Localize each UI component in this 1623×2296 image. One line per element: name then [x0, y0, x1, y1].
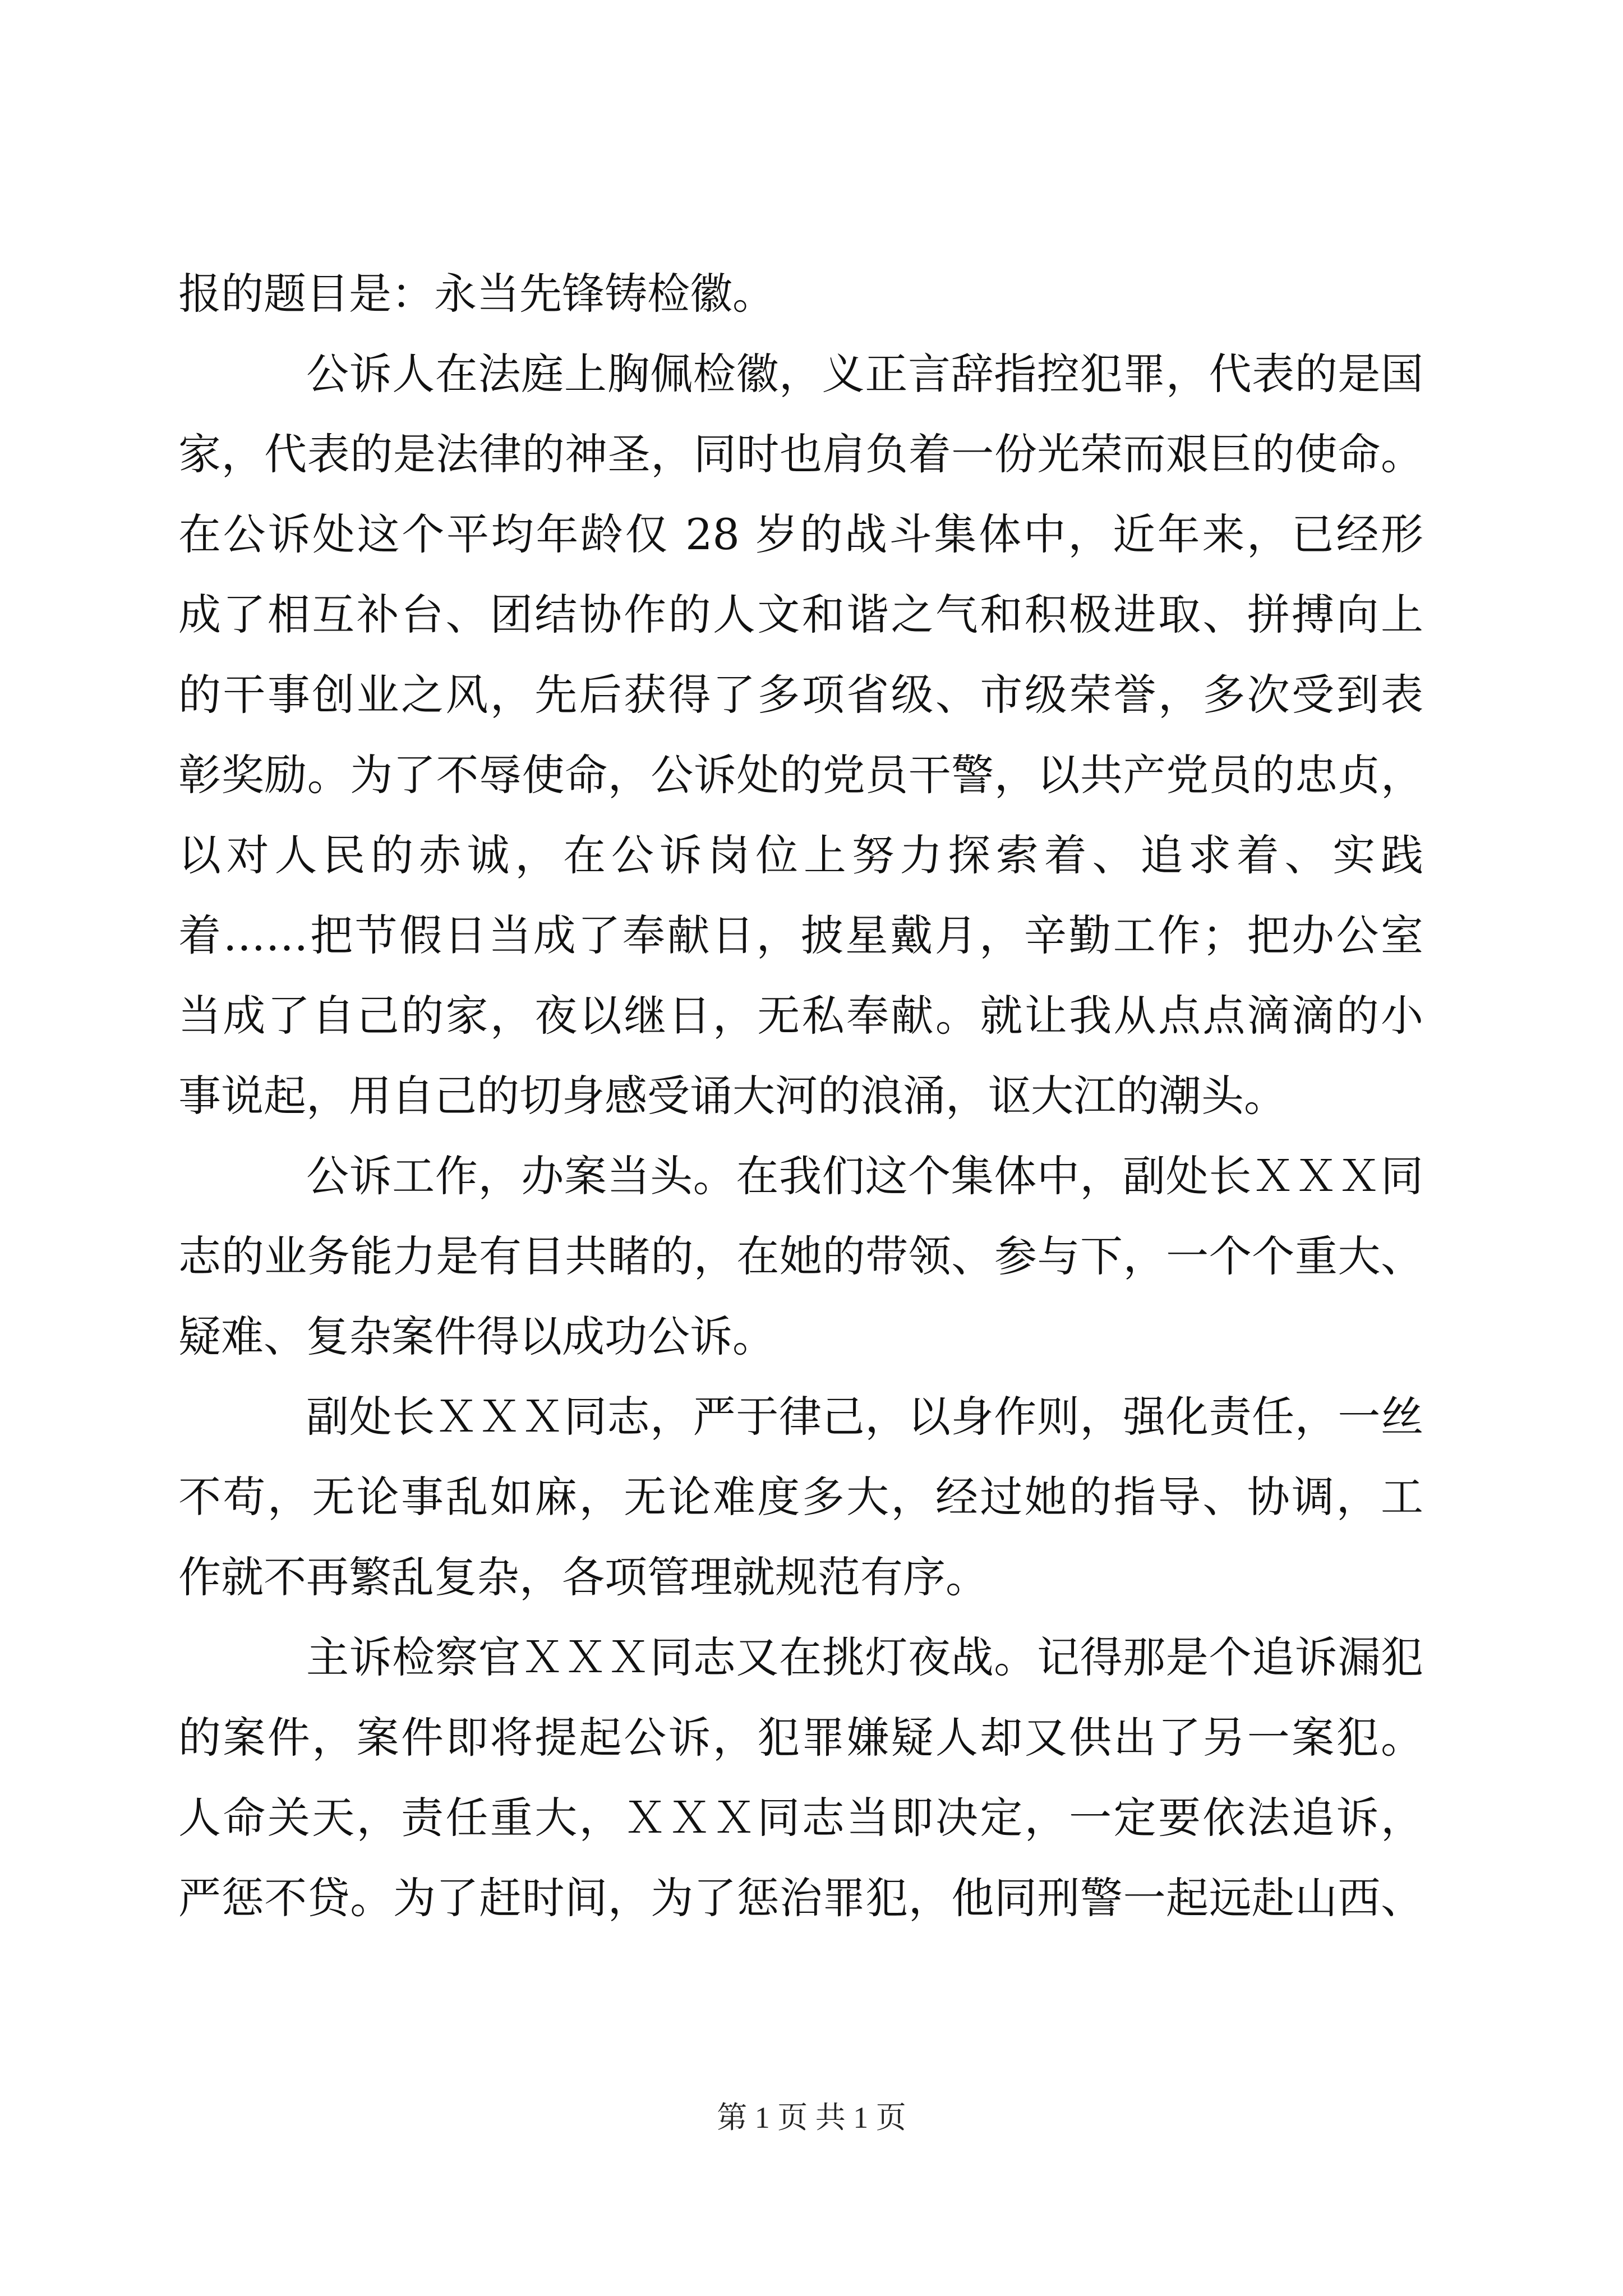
text-line: 主诉检察官ＸＸＸ同志又在挑灯夜战。记得那是个追诉漏犯: [306, 1632, 1423, 1682]
page-footer: [0, 2095, 1623, 2140]
text-line: 事说起，用自己的切身感受诵大河的浪涌，讴大江的潮头。: [178, 1071, 1287, 1121]
text-line: 不苟，无论事乱如麻，无论难度多大，经过她的指导、协调，工: [178, 1472, 1423, 1522]
text-line: 家，代表的是法律的神圣，同时也肩负着一份光荣而艰巨的使命。: [178, 429, 1423, 479]
page-number-label: 第 1 页 共 1 页: [717, 2101, 906, 2134]
text-line: 公诉工作，办案当头。在我们这个集体中，副处长ＸＸＸ同: [306, 1151, 1423, 1201]
text-line: 作就不再繁乱复杂，各项管理就规范有序。: [178, 1552, 988, 1602]
document-body: [178, 254, 1423, 1938]
text-line: 的干事创业之风，先后获得了多项省级、市级荣誉，多次受到表: [178, 670, 1423, 720]
text-line: 严惩不贷。为了赶时间，为了惩治罪犯，他同刑警一起远赴山西、: [178, 1873, 1423, 1923]
text-line: 当成了自己的家，夜以继日，无私奉献。就让我从点点滴滴的小: [178, 991, 1423, 1041]
text-line: 副处长ＸＸＸ同志，严于律己，以身作则，强化责任，一丝: [306, 1392, 1423, 1442]
text-line: 的案件，案件即将提起公诉，犯罪嫌疑人却又供出了另一案犯。: [178, 1713, 1423, 1763]
text-line: 疑难、复杂案件得以成功公诉。: [178, 1312, 775, 1361]
text-line: 着……把节假日当成了奉献日，披星戴月，辛勤工作；把办公室: [178, 910, 1423, 960]
text-line: 彰奖励。为了不辱使命，公诉处的党员干警，以共产党员的忠贞，: [178, 750, 1423, 800]
text-line: 在公诉处这个平均年龄仅 28 岁的战斗集体中，近年来，已经形: [178, 509, 1423, 559]
text-line: 志的业务能力是有目共睹的，在她的带领、参与下，一个个重大、: [178, 1231, 1423, 1281]
text-line: 报的题目是：永当先锋铸检徽。: [178, 269, 775, 319]
text-line: 公诉人在法庭上胸佩检徽，义正言辞指控犯罪，代表的是国: [306, 349, 1423, 399]
text-line: 以对人民的赤诚，在公诉岗位上努力探索着、追求着、实践: [178, 830, 1423, 880]
text-line: 人命关天，责任重大，ＸＸＸ同志当即决定，一定要依法追诉，: [178, 1793, 1423, 1843]
text-line: 成了相互补台、团结协作的人文和谐之气和积极进取、拼搏向上: [178, 590, 1423, 639]
